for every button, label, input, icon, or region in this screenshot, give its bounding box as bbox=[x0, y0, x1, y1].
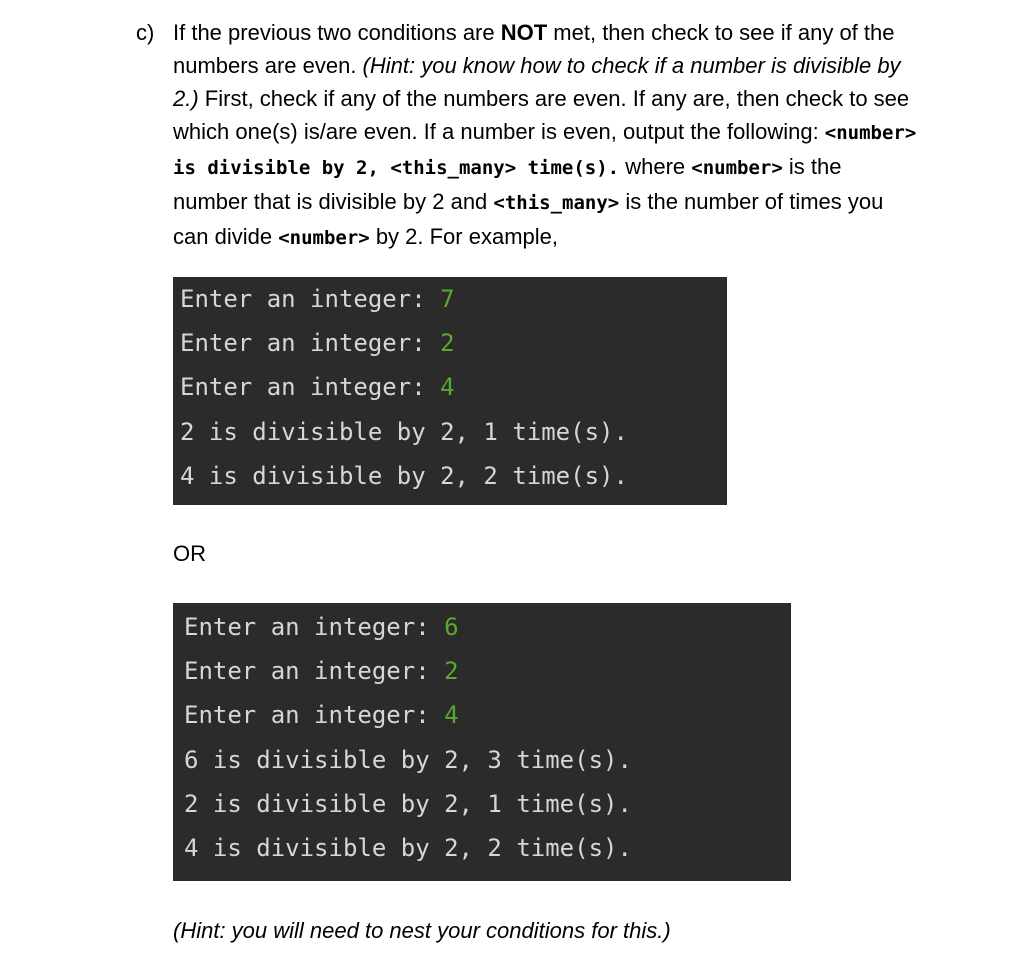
console-line: Enter an integer: 6 bbox=[184, 613, 459, 641]
code-output-format: is divisible by 2, <this_many> time(s). bbox=[173, 157, 620, 179]
instruction-line-5: is divisible by 2, <this_many> time(s). where <number> is the bbox=[173, 154, 842, 179]
console-output-line: 4 is divisible by 2, 2 time(s). bbox=[184, 833, 632, 862]
console-input: 4 bbox=[440, 373, 455, 402]
or-label: OR bbox=[173, 541, 206, 566]
code-number: <number> bbox=[691, 157, 783, 179]
console-line: Enter an integer: 4 bbox=[180, 373, 455, 402]
code-number: <number> bbox=[824, 122, 917, 144]
console-line: Enter an integer: 7 bbox=[180, 285, 455, 313]
instruction-line-2: numbers are even. (Hint: you know how to check if a number is divisible by bbox=[173, 53, 901, 78]
instruction-line-7: can divide <number> by 2. For example, bbox=[173, 224, 559, 249]
emphasis-not: NOT bbox=[500, 20, 548, 45]
console-input: 2 bbox=[440, 329, 455, 358]
console-example-1 bbox=[173, 277, 727, 505]
hint-inline: (Hint: you know how to check if a number is divisible by bbox=[362, 53, 901, 78]
console-output-line: 6 is divisible by 2, 3 time(s). bbox=[184, 745, 632, 774]
instruction-line-1: If the previous two conditions are NOT met, then check to see if any of the bbox=[173, 20, 895, 45]
instruction-line-3: 2.) First, check if any of the numbers are even. If any are, then check to see bbox=[173, 86, 910, 111]
instruction-line-6: number that is divisible by 2 and <this_many> is the number of times you bbox=[173, 189, 884, 214]
instruction-paragraph bbox=[173, 16, 1008, 255]
console-input: 6 bbox=[444, 613, 459, 641]
console-output-line: 4 is divisible by 2, 2 time(s). bbox=[180, 461, 628, 490]
console-input: 7 bbox=[440, 285, 455, 313]
console-input: 2 bbox=[444, 657, 459, 686]
nesting-hint: (Hint: you will need to nest your conditions for this.) bbox=[173, 918, 671, 943]
instruction-line-4: which one(s) is/are even. If a number is even, output the following: <number> bbox=[173, 119, 917, 144]
console-output-line: 2 is divisible by 2, 1 time(s). bbox=[184, 789, 632, 818]
console-output-line: 2 is divisible by 2, 1 time(s). bbox=[180, 417, 628, 446]
console-example-2 bbox=[173, 603, 791, 881]
list-marker: c) bbox=[136, 20, 155, 45]
console-line: Enter an integer: 2 bbox=[180, 329, 455, 358]
code-this-many: <this_many> bbox=[493, 192, 620, 214]
code-number: <number> bbox=[278, 227, 370, 249]
console-input: 4 bbox=[444, 701, 459, 730]
console-line: Enter an integer: 4 bbox=[184, 701, 459, 730]
console-line: Enter an integer: 2 bbox=[184, 657, 459, 686]
